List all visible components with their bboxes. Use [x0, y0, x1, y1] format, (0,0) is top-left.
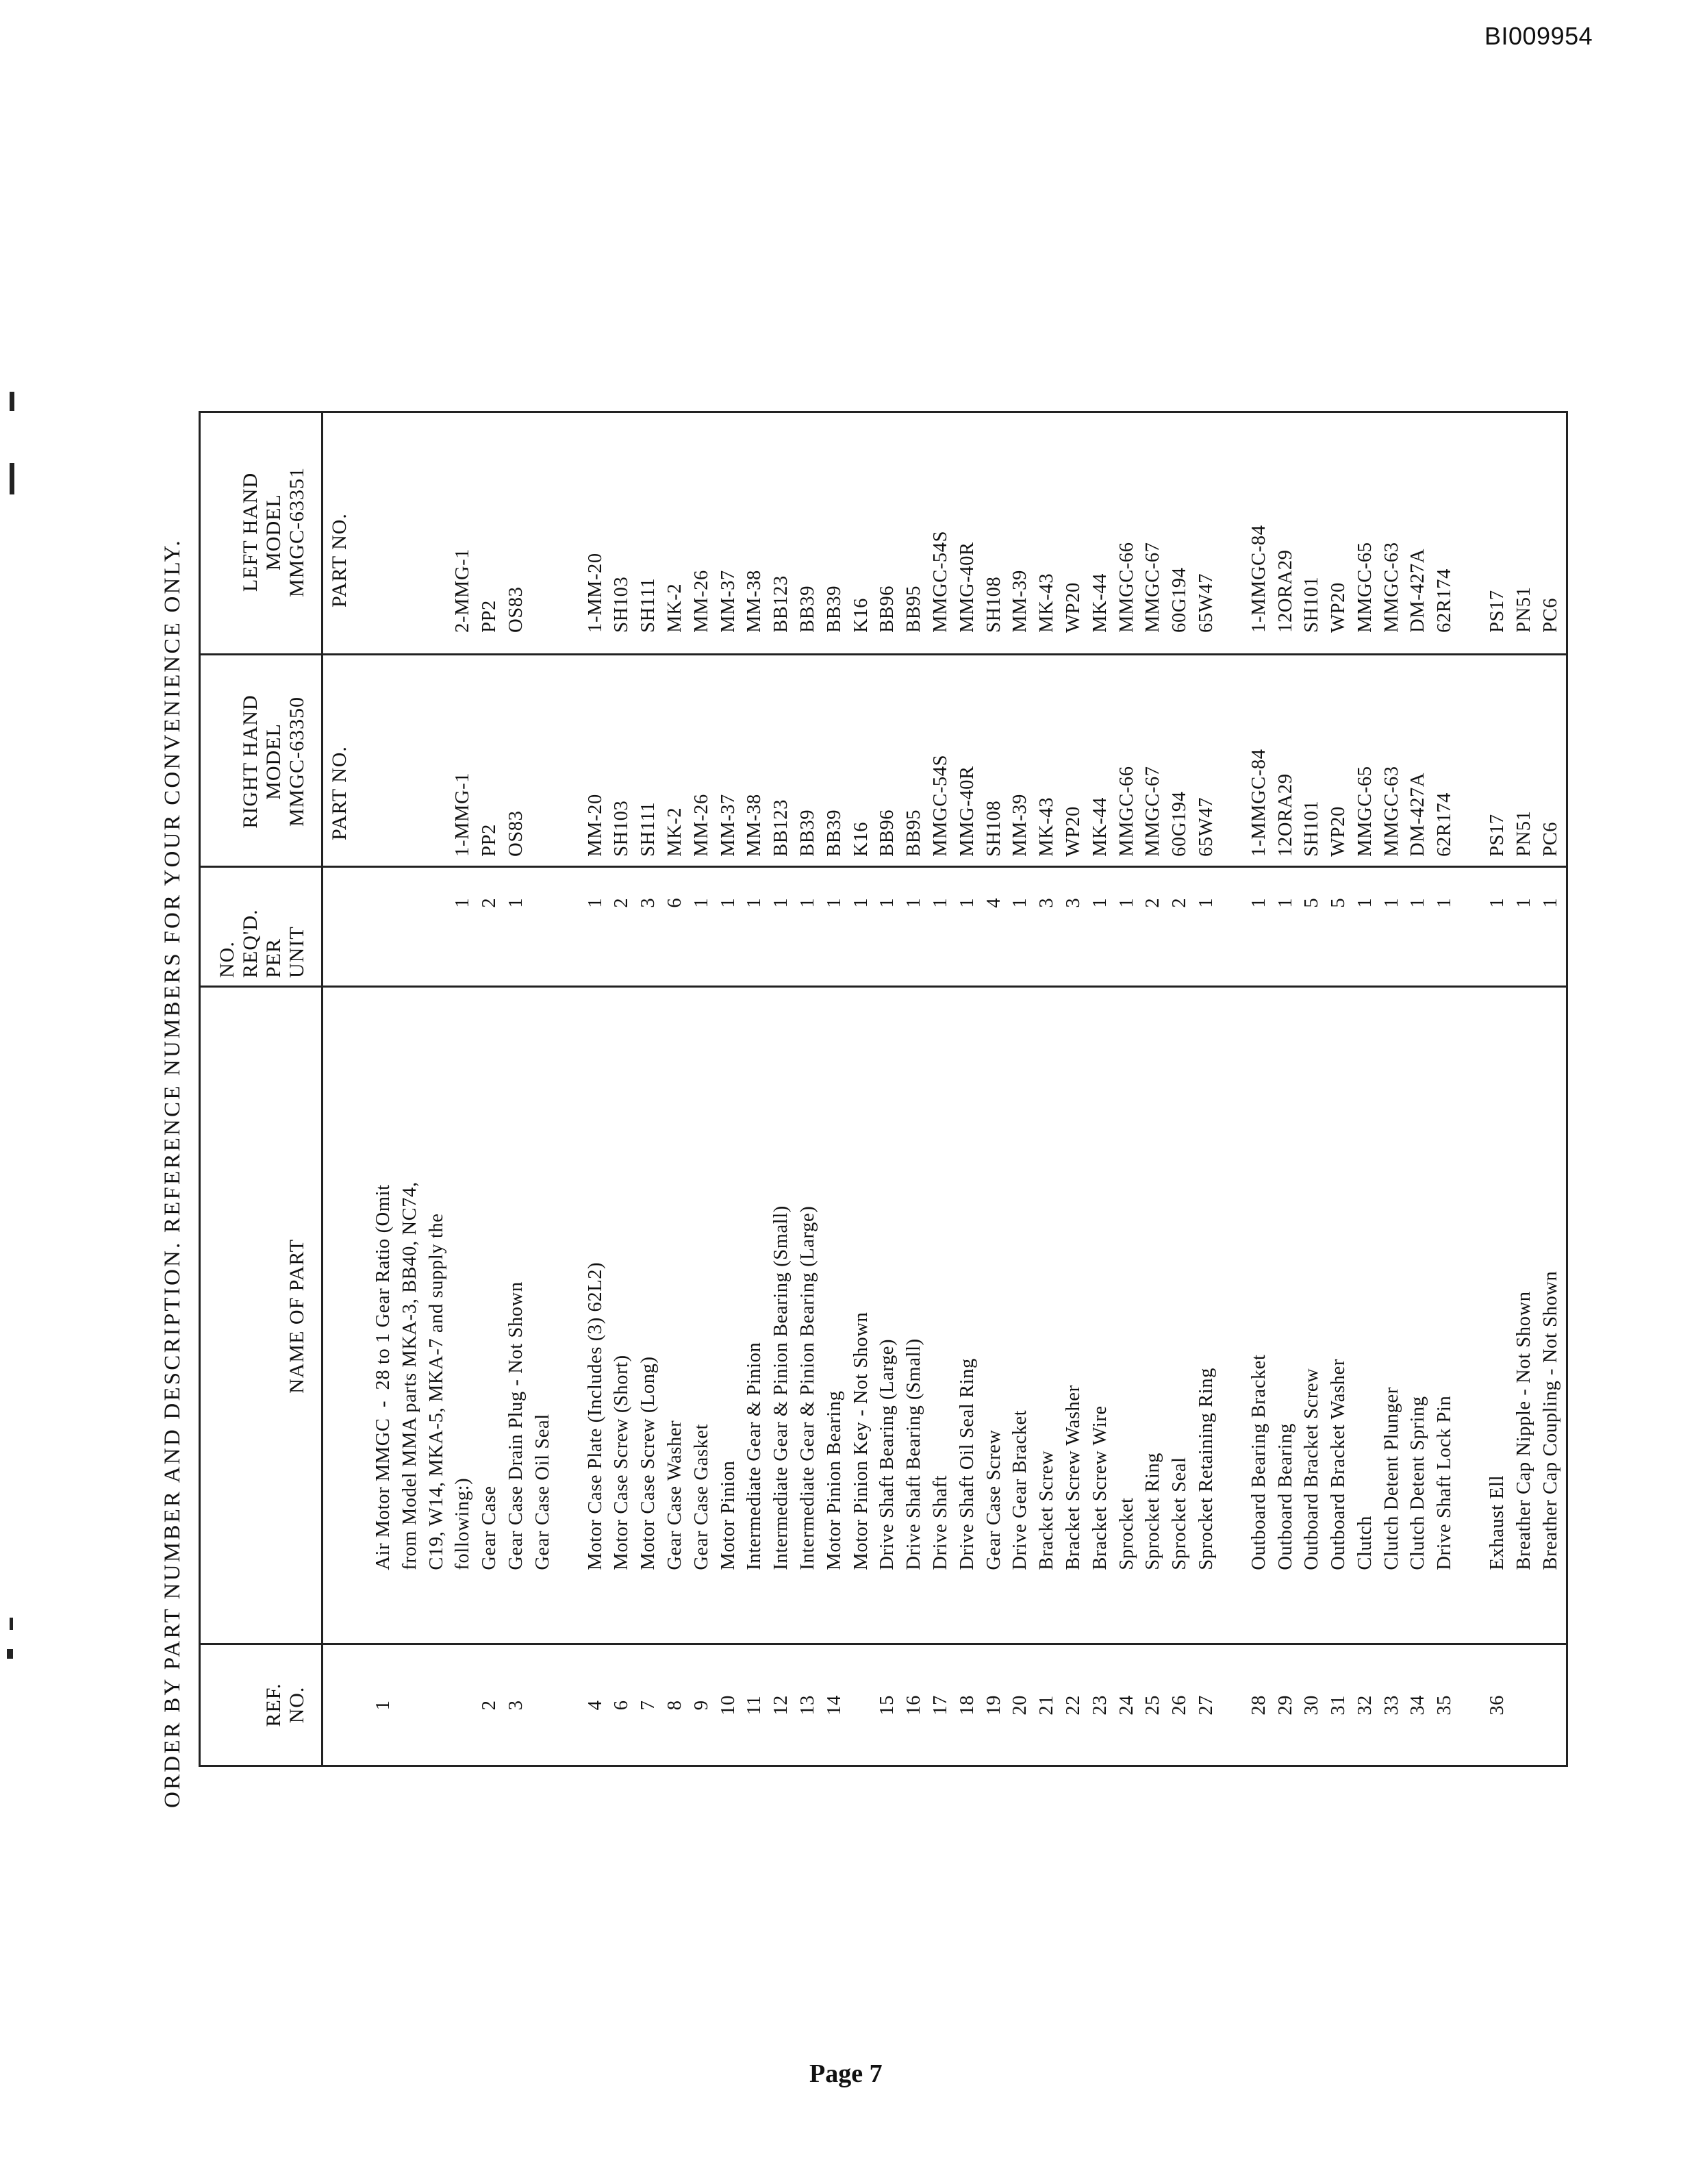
table-row [822, 413, 848, 1765]
header-right-hand-model [201, 655, 321, 868]
table-row [901, 413, 928, 1765]
lh-part-no-cell [424, 413, 451, 659]
table-row [768, 413, 795, 1765]
header-line: PER [262, 938, 285, 978]
rh-part-no-cell: MM-39 [1009, 794, 1031, 857]
ref-cell: 9 [690, 1700, 712, 1711]
ref-cell: 1 [372, 1700, 394, 1711]
table-row [530, 413, 557, 1765]
qty-cell: 1 [505, 897, 527, 908]
table-row [689, 413, 716, 1765]
part-name-cell: from Model MMA parts MKA-3, BB40, NC74, [399, 1181, 420, 1570]
table-row [1299, 413, 1326, 1765]
table-row [1405, 413, 1432, 1765]
part-name-cell: Drive Shaft Bearing (Small) [903, 1338, 925, 1570]
qty-cell: 1 [1380, 897, 1402, 908]
lh-part-no-cell: WP20 [1328, 582, 1350, 633]
rh-part-no-cell [397, 659, 424, 870]
table-row [503, 413, 530, 1765]
qty-cell [530, 870, 557, 990]
part-name-cell: Gear Case Oil Seal [531, 1414, 553, 1570]
part-name-cell: Outboard Bracket Washer [1328, 1359, 1350, 1570]
rh-part-no-cell: MK-44 [1089, 796, 1111, 857]
rh-part-no-cell: MMGC-67 [1142, 766, 1164, 857]
row-spacer [557, 413, 583, 1765]
page-number: Page 7 [809, 2059, 883, 2088]
part-name-cell: Sprocket Seal [1169, 1457, 1191, 1570]
rh-part-no-cell: 62R174 [1434, 792, 1456, 857]
qty-cell: 1 [1487, 897, 1508, 908]
table-row [662, 413, 689, 1765]
rh-part-no-cell [370, 659, 397, 870]
part-name-cell: Bracket Screw [1036, 1450, 1058, 1570]
lh-part-no-cell: 65W47 [1195, 573, 1217, 633]
rh-part-no-cell: MMG-40R [956, 766, 978, 857]
lh-part-no-cell: MMGC-67 [1142, 542, 1164, 633]
ref-cell [848, 1646, 875, 1765]
part-name-cell: Sprocket Ring [1142, 1452, 1164, 1570]
lh-part-no-cell [530, 413, 557, 659]
qty-cell: 1 [1089, 897, 1111, 908]
scan-mark [10, 392, 14, 411]
part-name-cell: Sprocket [1115, 1497, 1137, 1570]
rh-part-no-cell: SH108 [983, 800, 1004, 857]
header-divider [321, 413, 323, 1765]
ref-cell [1511, 1646, 1538, 1765]
qty-cell: 5 [1301, 897, 1323, 908]
lh-part-no-cell: PN51 [1513, 586, 1534, 633]
rh-part-no-cell: MM-38 [744, 794, 766, 857]
ref-cell: 21 [1036, 1694, 1058, 1716]
ref-cell: 20 [1009, 1694, 1031, 1716]
ref-cell: 7 [637, 1700, 659, 1711]
qty-cell: 5 [1328, 897, 1350, 908]
header-line: MODEL [262, 723, 285, 800]
qty-cell: 3 [637, 897, 659, 908]
ref-cell: 14 [823, 1694, 845, 1716]
lh-part-no-cell: MK-2 [663, 583, 685, 633]
table-row [742, 413, 768, 1765]
part-name-cell: Intermediate Gear & Pinion Bearing (Large) [796, 1205, 818, 1570]
part-name-cell: C19, W14, MKA-5, MKA-7 and supply the [425, 1213, 447, 1570]
lh-part-no-cell: K16 [850, 597, 872, 633]
ref-cell: 10 [717, 1694, 739, 1716]
header-line: MMGC-63350 [286, 696, 308, 827]
lh-part-no-cell: 60G194 [1169, 567, 1191, 633]
part-name-cell: Air Motor MMGC - 28 to 1 Gear Ratio (Omit [372, 1184, 394, 1570]
lh-part-no-cell: SH101 [1301, 576, 1323, 633]
lh-part-no-cell: MMGC-54S [929, 530, 951, 633]
ref-cell [424, 1646, 451, 1765]
qty-cell: 1 [1115, 897, 1137, 908]
part-name-cell: Bracket Screw Wire [1089, 1405, 1111, 1570]
table-row [981, 413, 1008, 1765]
table-row [1087, 413, 1114, 1765]
part-name-cell: Drive Shaft Bearing (Large) [876, 1338, 898, 1570]
lh-part-no-cell: PP2 [479, 600, 501, 633]
part-name-cell: Motor Pinion Key - Not Shown [850, 1311, 872, 1570]
document-id: BI009954 [1484, 22, 1593, 50]
ref-cell: 6 [611, 1700, 633, 1711]
rh-part-no-cell: 12ORA29 [1274, 773, 1296, 857]
rh-part-no-cell: MM-26 [690, 794, 712, 857]
table-row [477, 413, 503, 1765]
rh-part-no-cell: 1-MMG-1 [452, 772, 474, 857]
rh-part-no-cell: DM-427A [1407, 772, 1429, 857]
ref-cell: 2 [479, 1700, 501, 1711]
rh-part-no-cell: BB39 [823, 809, 845, 857]
qty-cell: 4 [983, 897, 1004, 908]
qty-cell: 1 [1195, 897, 1217, 908]
qty-cell: 3 [1062, 897, 1084, 908]
qty-cell: 1 [1513, 897, 1534, 908]
rh-part-no-cell: MMGC-54S [929, 754, 951, 857]
qty-cell: 1 [850, 897, 872, 908]
header-line: REF. [262, 1683, 285, 1727]
part-name-cell: Gear Case Drain Plug - Not Shown [505, 1281, 527, 1570]
table-row [609, 413, 635, 1765]
rh-part-no-cell: BB39 [796, 809, 818, 857]
lh-part-no-cell: BB39 [823, 585, 845, 633]
rh-part-no-cell: MK-2 [663, 807, 685, 857]
qty-cell [397, 870, 424, 990]
table-row [1326, 413, 1352, 1765]
part-name-cell: Motor Case Screw (Long) [637, 1356, 659, 1570]
part-name-cell: Drive Gear Bracket [1009, 1409, 1031, 1570]
qty-cell: 1 [929, 897, 951, 908]
lh-part-no-cell: 1-MMGC-84 [1248, 525, 1269, 633]
rh-part-no-cell: PN51 [1513, 810, 1534, 857]
lh-part-no-cell: MMG-40R [956, 542, 978, 633]
part-name-cell: Drive Shaft [929, 1474, 951, 1570]
lh-part-no-cell: MM-37 [717, 570, 739, 633]
ref-cell: 19 [983, 1694, 1004, 1716]
header-left-hand-model [201, 409, 321, 655]
lh-part-no-cell: 62R174 [1434, 568, 1456, 633]
rh-part-no-cell: PC6 [1539, 821, 1561, 857]
qty-cell: 1 [903, 897, 925, 908]
table-row [1114, 413, 1141, 1765]
part-name-cell: Drive Shaft Lock Pin [1434, 1395, 1456, 1570]
qty-cell: 2 [1169, 897, 1191, 908]
table-row [1007, 413, 1034, 1765]
qty-cell: 1 [744, 897, 766, 908]
rh-part-no-cell: MMGC-63 [1380, 766, 1402, 857]
rh-part-no-cell: SH101 [1301, 800, 1323, 857]
qty-cell [424, 870, 451, 990]
table-row [397, 413, 424, 1765]
lh-part-no-cell: 12ORA29 [1274, 549, 1296, 633]
part-name-cell: Gear Case Screw [983, 1429, 1004, 1570]
ref-cell: 35 [1434, 1694, 1456, 1716]
qty-cell: 1 [452, 897, 474, 908]
lh-part-no-cell: MM-26 [690, 570, 712, 633]
table-row [1273, 413, 1300, 1765]
header-line: MMGC-63351 [286, 467, 308, 598]
rh-part-no-cell: MM-20 [584, 794, 606, 857]
rh-part-no-cell: OS83 [505, 810, 527, 857]
table-row [1140, 413, 1167, 1765]
part-name-cell: Clutch Detent Spring [1407, 1396, 1429, 1570]
part-name-cell: Motor Pinion Bearing [823, 1390, 845, 1570]
header-ref-no [201, 1645, 321, 1765]
lh-part-no-cell: MMGC-65 [1354, 542, 1376, 633]
table-row [1484, 413, 1511, 1765]
part-name-cell: Clutch [1354, 1516, 1376, 1570]
table-row [848, 413, 875, 1765]
ref-cell: 33 [1380, 1694, 1402, 1716]
ref-cell: 36 [1487, 1694, 1508, 1716]
qty-cell: 2 [1142, 897, 1164, 908]
part-name-cell: Motor Case Screw (Short) [611, 1355, 633, 1570]
part-name-cell: Sprocket Retaining Ring [1195, 1368, 1217, 1570]
table-row [450, 413, 477, 1765]
qty-cell: 1 [876, 897, 898, 908]
ordering-note: ORDER BY PART NUMBER AND DESCRIPTION. REFERENCE NUMBERS FOR YOUR CONVENIENCE ONLY. [160, 538, 185, 1808]
part-name-cell: Intermediate Gear & Pinion [744, 1342, 766, 1570]
part-name-cell: Intermediate Gear & Pinion Bearing (Small) [770, 1205, 792, 1570]
ref-cell [1538, 1646, 1565, 1765]
ref-cell: 23 [1089, 1694, 1111, 1716]
lh-part-no-cell: OS83 [505, 586, 527, 633]
qty-cell: 2 [479, 897, 501, 908]
table-row [1379, 413, 1406, 1765]
qty-cell: 3 [1036, 897, 1058, 908]
ref-cell: 28 [1248, 1694, 1269, 1716]
qty-cell: 1 [1274, 897, 1296, 908]
rh-part-no-cell: BB123 [770, 799, 792, 857]
header-line: RIGHT HAND [239, 694, 262, 829]
rh-part-no-cell: 60G194 [1169, 791, 1191, 857]
ref-cell: 13 [796, 1694, 818, 1716]
header-line: MODEL [262, 494, 285, 570]
ref-cell: 17 [929, 1694, 951, 1716]
rh-part-no-cell [530, 659, 557, 870]
lh-part-no-cell: MK-44 [1089, 573, 1111, 633]
ref-cell: 11 [744, 1695, 766, 1716]
table-row [424, 413, 451, 1765]
rh-part-no-cell: 1-MMGC-84 [1248, 749, 1269, 857]
header-line: NAME OF PART [286, 1239, 308, 1394]
subheader-part-no-lh: PART NO. [328, 513, 351, 607]
header-line: LEFT HAND [239, 472, 262, 592]
table-row [716, 413, 742, 1765]
part-name-cell: Breather Cap Coupling - Not Shown [1539, 1270, 1561, 1570]
ref-cell: 32 [1354, 1694, 1376, 1716]
rh-part-no-cell: K16 [850, 821, 872, 857]
header-qty [201, 868, 321, 988]
ref-cell: 18 [956, 1694, 978, 1716]
rh-part-no-cell: MMGC-66 [1115, 766, 1137, 857]
lh-part-no-cell: PC6 [1539, 597, 1561, 633]
ref-cell: 34 [1407, 1694, 1429, 1716]
rh-part-no-cell: MMGC-65 [1354, 766, 1376, 857]
part-name-cell: Clutch Detent Plunger [1380, 1387, 1402, 1570]
table-row [1193, 413, 1220, 1765]
table-row [583, 413, 609, 1765]
parts-table [199, 411, 1568, 1767]
ref-cell: 16 [903, 1694, 925, 1716]
ref-cell: 3 [505, 1700, 527, 1711]
table-row [1352, 413, 1379, 1765]
row-spacer [1220, 413, 1246, 1765]
qty-cell: 1 [796, 897, 818, 908]
scan-mark [7, 1649, 13, 1659]
ref-cell: 27 [1195, 1694, 1217, 1716]
rh-part-no-cell: MK-43 [1036, 796, 1058, 857]
qty-cell: 1 [1539, 897, 1561, 908]
qty-cell: 1 [956, 897, 978, 908]
ref-cell: 15 [876, 1694, 898, 1716]
header-line: REQ'D. [239, 909, 262, 978]
qty-cell: 1 [823, 897, 845, 908]
table-row [928, 413, 955, 1765]
rh-part-no-cell: PS17 [1487, 814, 1508, 857]
part-name-cell: Outboard Bearing Bracket [1248, 1354, 1269, 1570]
table-row [1167, 413, 1193, 1765]
lh-part-no-cell: BB123 [770, 575, 792, 633]
lh-part-no-cell: MM-38 [744, 570, 766, 633]
lh-part-no-cell: BB39 [796, 585, 818, 633]
ref-cell: 25 [1142, 1694, 1164, 1716]
lh-part-no-cell: BB96 [876, 585, 898, 633]
rh-part-no-cell: BB96 [876, 809, 898, 857]
lh-part-no-cell: SH108 [983, 576, 1004, 633]
ref-cell: 8 [663, 1700, 685, 1711]
part-name-cell: Outboard Bearing [1274, 1423, 1296, 1570]
qty-cell [370, 870, 397, 990]
ref-cell: 12 [770, 1694, 792, 1716]
qty-cell: 1 [690, 897, 712, 908]
lh-part-no-cell [397, 413, 424, 659]
table-row [635, 413, 662, 1765]
ref-cell [450, 1646, 477, 1765]
part-name-cell: Outboard Bracket Screw [1301, 1368, 1323, 1570]
table-row [370, 413, 397, 1765]
rh-part-no-cell: 65W47 [1195, 796, 1217, 857]
rh-part-no-cell: MM-37 [717, 794, 739, 857]
lh-part-no-cell [370, 413, 397, 659]
qty-cell: 6 [663, 897, 685, 908]
table-row [1432, 413, 1458, 1765]
ref-cell: 4 [584, 1700, 606, 1711]
table-row [1538, 413, 1565, 1765]
qty-cell: 1 [1434, 897, 1456, 908]
subheader-part-no-rh: PART NO. [328, 746, 351, 840]
table-row [1061, 413, 1087, 1765]
qty-cell: 1 [1407, 897, 1429, 908]
lh-part-no-cell: 2-MMG-1 [452, 548, 474, 633]
part-name-cell: Gear Case [479, 1485, 501, 1570]
lh-part-no-cell: 1-MM-20 [584, 553, 606, 633]
ref-cell: 26 [1169, 1694, 1191, 1716]
qty-cell: 2 [611, 897, 633, 908]
table-row [955, 413, 981, 1765]
table-row [1511, 413, 1538, 1765]
rotated-parts-sheet [151, 411, 1643, 1808]
lh-part-no-cell: PS17 [1487, 590, 1508, 633]
lh-part-no-cell: MM-39 [1009, 570, 1031, 633]
ref-cell: 31 [1328, 1694, 1350, 1716]
ref-cell: 30 [1301, 1694, 1323, 1716]
parts-rows [370, 413, 1564, 1765]
lh-part-no-cell: MMGC-63 [1380, 542, 1402, 633]
part-name-cell: following:) [452, 1477, 474, 1570]
header-line: UNIT [286, 926, 308, 978]
rh-part-no-cell: WP20 [1062, 806, 1084, 857]
ref-cell: 22 [1062, 1694, 1084, 1716]
qty-cell: 1 [584, 897, 606, 908]
ref-cell [397, 1646, 424, 1765]
table-row [874, 413, 901, 1765]
qty-cell: 1 [1009, 897, 1031, 908]
part-name-cell: Breather Cap Nipple - Not Shown [1513, 1291, 1534, 1570]
rh-part-no-cell: SH103 [611, 800, 633, 857]
scan-mark [10, 1618, 13, 1630]
table-row [795, 413, 822, 1765]
part-name-cell: Exhaust Ell [1487, 1474, 1508, 1570]
qty-cell: 1 [770, 897, 792, 908]
part-name-cell: Bracket Screw Washer [1062, 1385, 1084, 1570]
rh-part-no-cell: SH111 [637, 801, 659, 857]
part-name-cell: Gear Case Washer [663, 1420, 685, 1570]
part-name-cell: Motor Case Plate (Includes (3) 62L2) [584, 1262, 606, 1570]
table-row [1246, 413, 1273, 1765]
qty-cell: 1 [717, 897, 739, 908]
rh-part-no-cell: BB95 [903, 809, 925, 857]
lh-part-no-cell: MMGC-66 [1115, 542, 1137, 633]
ref-cell [530, 1646, 557, 1765]
header-name-of-part [201, 988, 321, 1645]
ref-cell: 29 [1274, 1694, 1296, 1716]
part-name-cell: Drive Shaft Oil Seal Ring [956, 1358, 978, 1570]
qty-cell: 1 [1354, 897, 1376, 908]
part-name-cell: Gear Case Gasket [690, 1423, 712, 1570]
header-line: NO. [286, 1686, 308, 1724]
rh-part-no-cell: WP20 [1328, 806, 1350, 857]
part-name-cell: Motor Pinion [717, 1460, 739, 1570]
table-row [1034, 413, 1061, 1765]
ref-cell: 24 [1115, 1694, 1137, 1716]
lh-part-no-cell: SH103 [611, 576, 633, 633]
lh-part-no-cell: SH111 [637, 577, 659, 633]
scan-mark [10, 463, 14, 494]
rh-part-no-cell [424, 659, 451, 870]
lh-part-no-cell: WP20 [1062, 582, 1084, 633]
header-line: NO. [216, 941, 238, 978]
lh-part-no-cell: MK-43 [1036, 573, 1058, 633]
rh-part-no-cell: PP2 [479, 824, 501, 857]
lh-part-no-cell: BB95 [903, 585, 925, 633]
row-spacer [1458, 413, 1484, 1765]
lh-part-no-cell: DM-427A [1407, 548, 1429, 633]
qty-cell: 1 [1248, 897, 1269, 908]
